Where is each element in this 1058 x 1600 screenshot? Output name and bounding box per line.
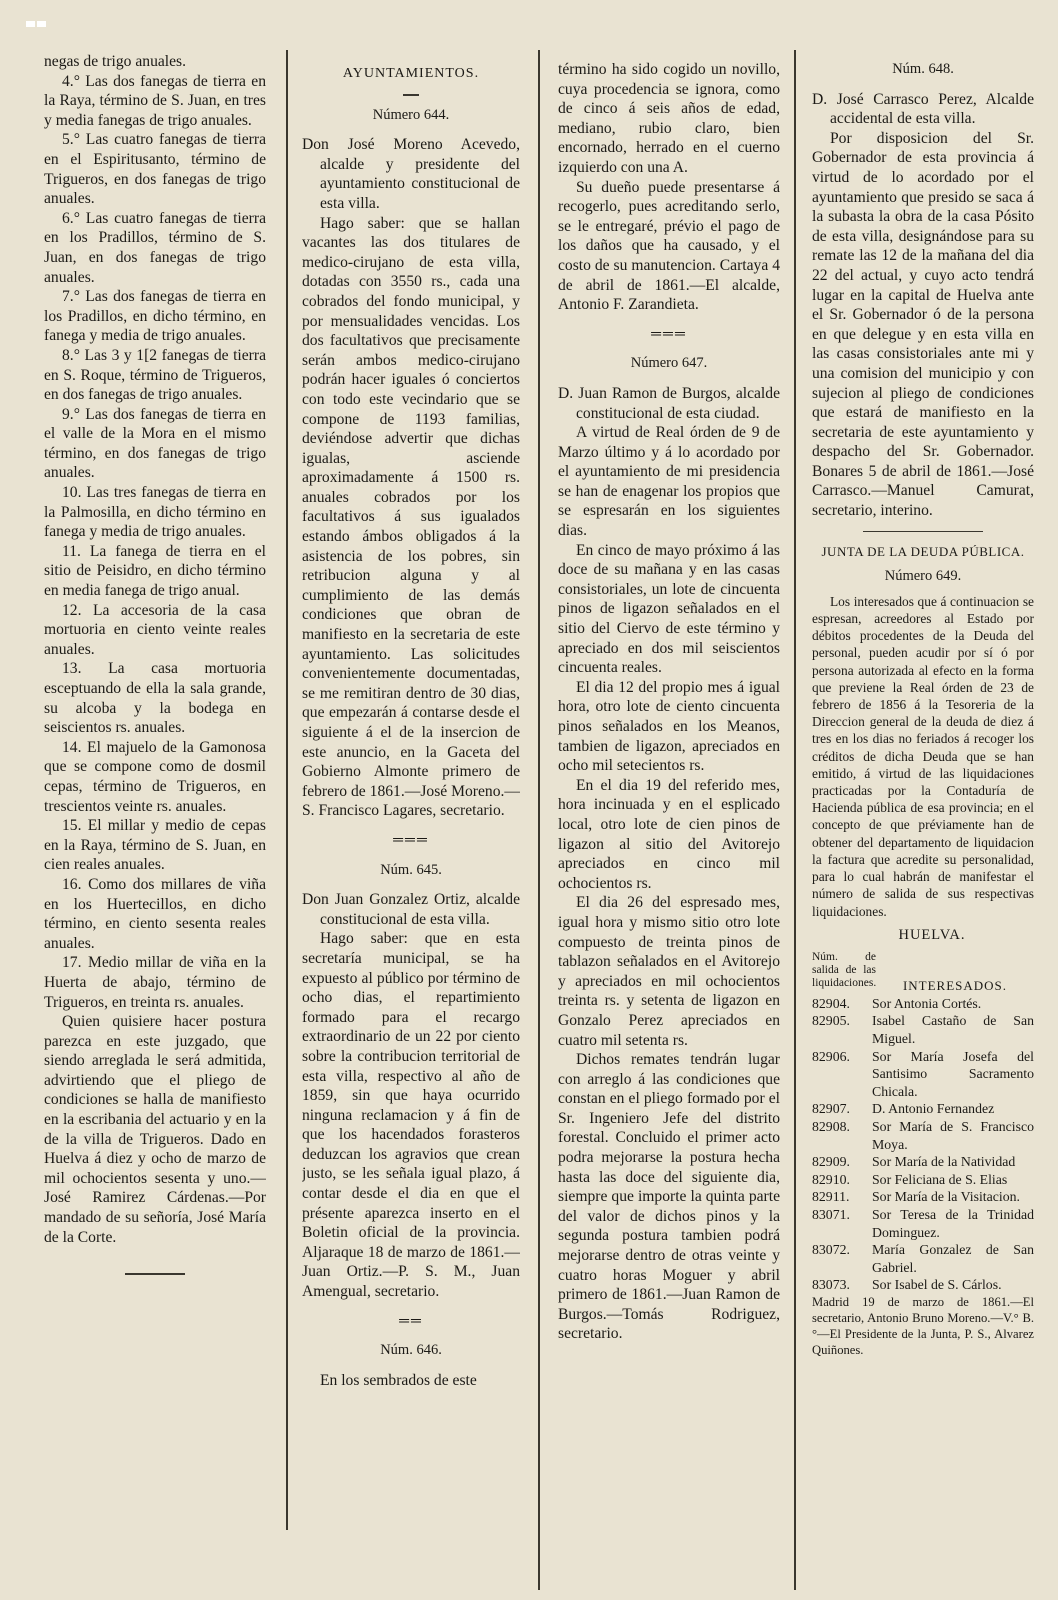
notice-body: término ha sido cogido un novillo, cuya procedencia se ignora, como de cinco á seis años de edad, mediano, rubio claro, bien encornado, herrado en el cuerno izquierdo con una A. [558, 61, 780, 176]
table-row [812, 1153, 1034, 1171]
end-rule [125, 1273, 185, 1275]
notice-footer: Madrid 19 de marzo de 1861.—El secretario, Antonio Bruno Moreno.—V.° B.°—El Presidente de la Junta, P. S., Alvarez Quiñones. [812, 1294, 1034, 1357]
table-row [812, 1206, 1034, 1241]
liquidation-number: 82904. [812, 995, 850, 1011]
paragraph: 16. Como dos millares de viña en los Huertecillos, en dicho término, en ciento sesenta reales anuales. [44, 875, 266, 952]
column-1 [44, 52, 266, 1532]
section-title: AYUNTAMIENTOS. [342, 66, 480, 81]
notice-number: Número 647. [630, 355, 708, 372]
table-row [812, 1048, 1034, 1101]
liquidation-number: 83071. [812, 1207, 850, 1223]
notice-body: Los interesados que á continuacion se espresan, acreedores al Estado por débitos procedentes de la Deuda del personal, pueden acudir por sí ó por persona autorizada al efecto en la forma que previene la Real órden de 23 de febrero de 1856 á la Tesoreria de la Direccion general de la deuda de diez á tres en los dias no feriados á recoger los créditos de dicha Deuda que se han emitido, á virtud de las liquidaciones practicadas por la Contaduría de Hacienda pública de esa provincia; en el concepto de que préviamente han de obtener del departamento de liquidacion la factura que acredite su personalidad, para lo cual habrán de manifestar el número de salida de sus respectivas liquidaciones. [812, 593, 1034, 919]
paragraph: A virtud de Real órden de 9 de Marzo último y á lo acordado por el ayuntamiento de mi presidencia se han de enagenar los propios que se espresarán en los siguientes dias. [558, 424, 780, 540]
column-header-number: Núm. de salida de las liquidaciones. [812, 951, 877, 990]
paragraph: 6.° Las cuatro fanegas de tierra en los Pradillos, término de S. Juan, en dos fanegas de trigo anuales. [44, 209, 266, 286]
liquidation-number: 82909. [812, 1154, 850, 1170]
notice-body: Su dueño puede presentarse á recogerlo, pues acreditando serlo, se le entregaré, prévio el pago de los daños que ha causado, y el costo de su manutencion. Cartaya 4 de abril de 1861.—El alcalde, Antonio F. Zarandieta. [558, 178, 780, 314]
notice-number: Número 644. [372, 106, 450, 123]
paragraph: 14. El majuelo de la Gamonosa que se compone como de dosmil cepas, término de Trigueros, en trescientos veinte rs. anuales. [44, 738, 266, 815]
separator: ═══ [393, 832, 429, 848]
paragraph: 5.° Las cuatro fanegas de tierra en el Espiritusanto, término de Trigueros, en dos fanegas de trigo anuales. [44, 131, 266, 208]
interested-name: D. Antonio Fernandez [872, 1101, 995, 1117]
table-row [812, 1171, 1034, 1189]
liquidation-number: 82911. [812, 1189, 850, 1205]
liquidation-number: 82907. [812, 1101, 850, 1117]
divider [403, 94, 419, 96]
paragraph: 8.° Las 3 y 1[2 fanegas de tierra en S. Roque, término de Trigueros, en dos fanegas de trigo anuales. [44, 346, 266, 404]
paragraph: El dia 12 del propio mes á igual hora, otro lote de ciento cincuenta pinos señalados en los Meanos, tambien de ligazon, apreciados en ocho mil setecientos rs. [558, 678, 780, 775]
table-row [812, 1012, 1034, 1047]
city-heading: HUELVA. [898, 926, 966, 943]
paragraph: 4.° Las dos fanegas de tierra en la Raya, término de S. Juan, en tres y media fanegas de trigo anuales. [44, 72, 266, 129]
table-body [812, 995, 1034, 1294]
interested-name: Sor Teresa de la Trinidad Dominguez. [872, 1207, 1034, 1240]
notice-heading: Don José Moreno Acevedo, alcalde y presidente del ayuntamiento constitucional de esta villa. [302, 136, 520, 212]
paragraph: Dichos remates tendrán lugar con arreglo á las condiciones que constan en el pliego formado por el Sr. Ingeniero Jefe del distrito forestal. Concluido el primer acto podra mejorarse la postura hecha hasta las doce del siguiente dia, siempre que importe la quinta parte del valor de dichos pinos y la segunda postura tambien podrá mejorarse dentro de otras veinte y cuatro horas Moguer y abril primero de 1861.—Juan Ramon de Burgos.—Tomás Rodriguez, secretario. [558, 1051, 780, 1343]
notice-body: Hago saber: que en esta secretaría municipal, se ha expuesto al público por término de ocho dias, el repartimiento formado para el recargo extraordinario de un 22 por ciento sobre la contribucion territorial de esta villa, respectivo al año de 1859, sin que haya ocurrido ninguna reclamacion y á fin de que los hacendados forasteros deduzcan los agravios que crean justo, se les señala igual plazo, á contar desde el dia en que el présente aparezca inserto en el Boletin oficial de la provincia. Aljaraque 18 de marzo de 1861.—Juan Ortiz.—P. S. M., Juan Amengual, secretario. [302, 930, 520, 1301]
notice-heading: Don Juan Gonzalez Ortiz, alcalde constitucional de esta villa. [302, 891, 520, 928]
interested-name: María Gonzalez de San Gabriel. [872, 1242, 1034, 1275]
paragraph: 17. Medio millar de viña en la Huerta de abajo, término de Trigueros, en treinta rs. anuales. [44, 954, 266, 1011]
interested-name: Sor María de S. Francisco Moya. [872, 1119, 1034, 1152]
paragraph: 11. La fanega de tierra en el sitio de Peisidro, en dicho término en media fanega de trigo anual. [44, 542, 266, 600]
column-2 [302, 60, 520, 1580]
notice-heading: D. Juan Ramon de Burgos, alcalde constitucional de esta ciudad. [558, 384, 780, 422]
paragraph: 10. Las tres fanegas de tierra en la Palmosilla, en dicho término en fanega y media de trigo anuales. [44, 484, 266, 541]
table-row [812, 1100, 1034, 1118]
creditors-table [812, 951, 1034, 1294]
interested-name: Sor Feliciana de S. Elias [872, 1171, 1008, 1187]
column-rule [286, 50, 288, 1530]
liquidation-number: 82908. [812, 1119, 850, 1135]
paragraph: 7.° Las dos fanegas de tierra en los Pradillos, en dicho término, en fanega y media de trigo anuales. [44, 288, 266, 345]
paragraph: En cinco de mayo próximo á las doce de su mañana y en las casas consistoriales, un lote de cincuenta pinos de ligazon señalados en el sitio del Ciervo de este término y apreciado en dos mil seiscientos cincuenta reales. [558, 541, 780, 677]
interested-name: Isabel Castaño de San Miguel. [872, 1013, 1034, 1047]
notice-number: Núm. 648. [892, 61, 954, 77]
interested-name: Sor María de la Natividad [872, 1154, 1016, 1170]
liquidation-number: 82910. [812, 1171, 850, 1187]
column-rule [794, 50, 796, 1590]
liquidation-number: 82906. [812, 1048, 850, 1064]
paragraph: negas de trigo anuales. [44, 53, 187, 70]
liquidation-number: 83072. [812, 1242, 850, 1258]
table-row [812, 1188, 1034, 1206]
paragraph: Quien quisiere hacer postura parezca en este juzgado, que siendo arreglada le será admitida, advirtiendo que el pliego de condiciones se halla de manifiesto en la escribania del actuario y en la de la villa de Trigueros. Dado en Huelva á diez y ocho de marzo de mil ochocientos sesenta y uno.—José Ramirez Cárdenas.—Por mandado de su señoría, José María de la Corte. [44, 1013, 266, 1246]
notice-number: Núm. 645. [380, 861, 442, 878]
divider [863, 531, 983, 532]
interested-name: Sor Isabel de S. Cárlos. [872, 1277, 1002, 1293]
separator: ══ [399, 1313, 423, 1329]
paragraph: 9.° Las dos fanegas de tierra en el valle de la Mora en el mismo término, en dos fanegas de trigo anuales. [44, 405, 266, 482]
paragraph: 12. La accesoria de la casa mortuoria en ciento veinte reales anuales. [44, 601, 266, 658]
notice-body: Por disposicion del Sr. Gobernador de esta provincia á virtud de lo acordado por el ayuntamiento que presido se saca á la subasta la obra de la casa Pósito de esta villa, designándose para su remate las 12 de la mañana del dia 22 del actual, y cuyo acto tendrá lugar en la capital de Huelva ante el Sr. Gobernador ó de la persona en que delegue y en esta villa en las casas consistoriales ante mi y una comision del municipio y con sujecion al pliego de condiciones que estará de manifiesto en la secretaria de este ayuntamiento y despacho del Sr. Gobernador. Bonares 5 de abril de 1861.—José Carrasco.—Manuel Camurat, secretario, interino. [812, 129, 1034, 520]
notice-body: En los sembrados de este [320, 1371, 477, 1389]
paragraph: 15. El millar y medio de cepas en la Raya, término de S. Juan, en cien reales anuales. [44, 817, 266, 874]
table-row [812, 1241, 1034, 1276]
interested-name: Sor María Josefa del Santisimo Sacramento Chicala. [872, 1048, 1034, 1099]
paragraph: 13. La casa mortuoria esceptuando de ella la sala grande, su alcoba y la bodega en seiscientos rs. anuales. [44, 660, 266, 737]
page-corner-mark [26, 14, 48, 20]
interested-name: Sor María de la Visitacion. [872, 1189, 1020, 1205]
liquidation-number: 82905. [812, 1013, 850, 1029]
separator: ═══ [651, 326, 687, 342]
notice-body: Hago saber: que se hallan vacantes las dos titulares de medico-cirujano de esta villa, dotadas con 3550 rs., cada una cobrados del fondo municipal, y por mensualidades vencidas. Los dos facultativos que precisamente serán ambos medico-cirujano podrán hacer iguales ó conciertos con todo este vecindario que se compone de 1193 familias, deviéndose advertir que dichas igualas, asciende aproximadamente á 1500 rs. anuales cobrados por los facultativos á sus igualados estando ámbos obligados á la asistencia de los pobres, sin retribucion alguna y al cumplimiento de las demás condiciones que obran de manifiesto en la secretaria de este ayuntamiento. Las solicitudes convenientemente documentadas, se me remitiran dentro de 30 dias, que empezarán á contarse desde el siguiente á el de la insercion de este anuncio, en la Gaceta del Gobierno Almonte primero de febrero de 1861.—José Moreno.—S. Francisco Lagares, secretario. [302, 214, 520, 820]
column-4 [812, 60, 1034, 1580]
notice-number: Número 649. [884, 568, 962, 585]
notice-heading: D. José Carrasco Perez, Alcalde accidental de esta villa. [812, 90, 1034, 128]
column-header-interested: INTERESADOS. [902, 978, 1008, 994]
column-3 [558, 60, 780, 1580]
table-row [812, 995, 1034, 1013]
paragraph: El dia 26 del espresado mes, igual hora y mismo sitio otro lote compuesto de treinta pinos de tablazon señalados en el Avitorejo y apreciados en mil ochocientos treinta rs. y setenta de ligazon en Gonzalo Perez apreciados en cuatro mil setenta rs. [558, 894, 780, 1049]
table-row [812, 1276, 1034, 1294]
notice-number: Núm. 646. [380, 1342, 442, 1359]
table-header [812, 951, 1034, 995]
paragraph: En el dia 19 del referido mes, hora incinuada y en el esplicado local, otro lote de cien pinos de ligazon al sitio del Avitorejo apreciados en cinco mil ochocientos rs. [558, 776, 780, 892]
table-row [812, 1118, 1034, 1153]
liquidation-number: 83073. [812, 1277, 850, 1293]
section-title: JUNTA DE LA DEUDA PÚBLICA. [821, 543, 1025, 559]
interested-name: Sor Antonia Cortés. [872, 995, 982, 1011]
column-rule [538, 50, 540, 1590]
